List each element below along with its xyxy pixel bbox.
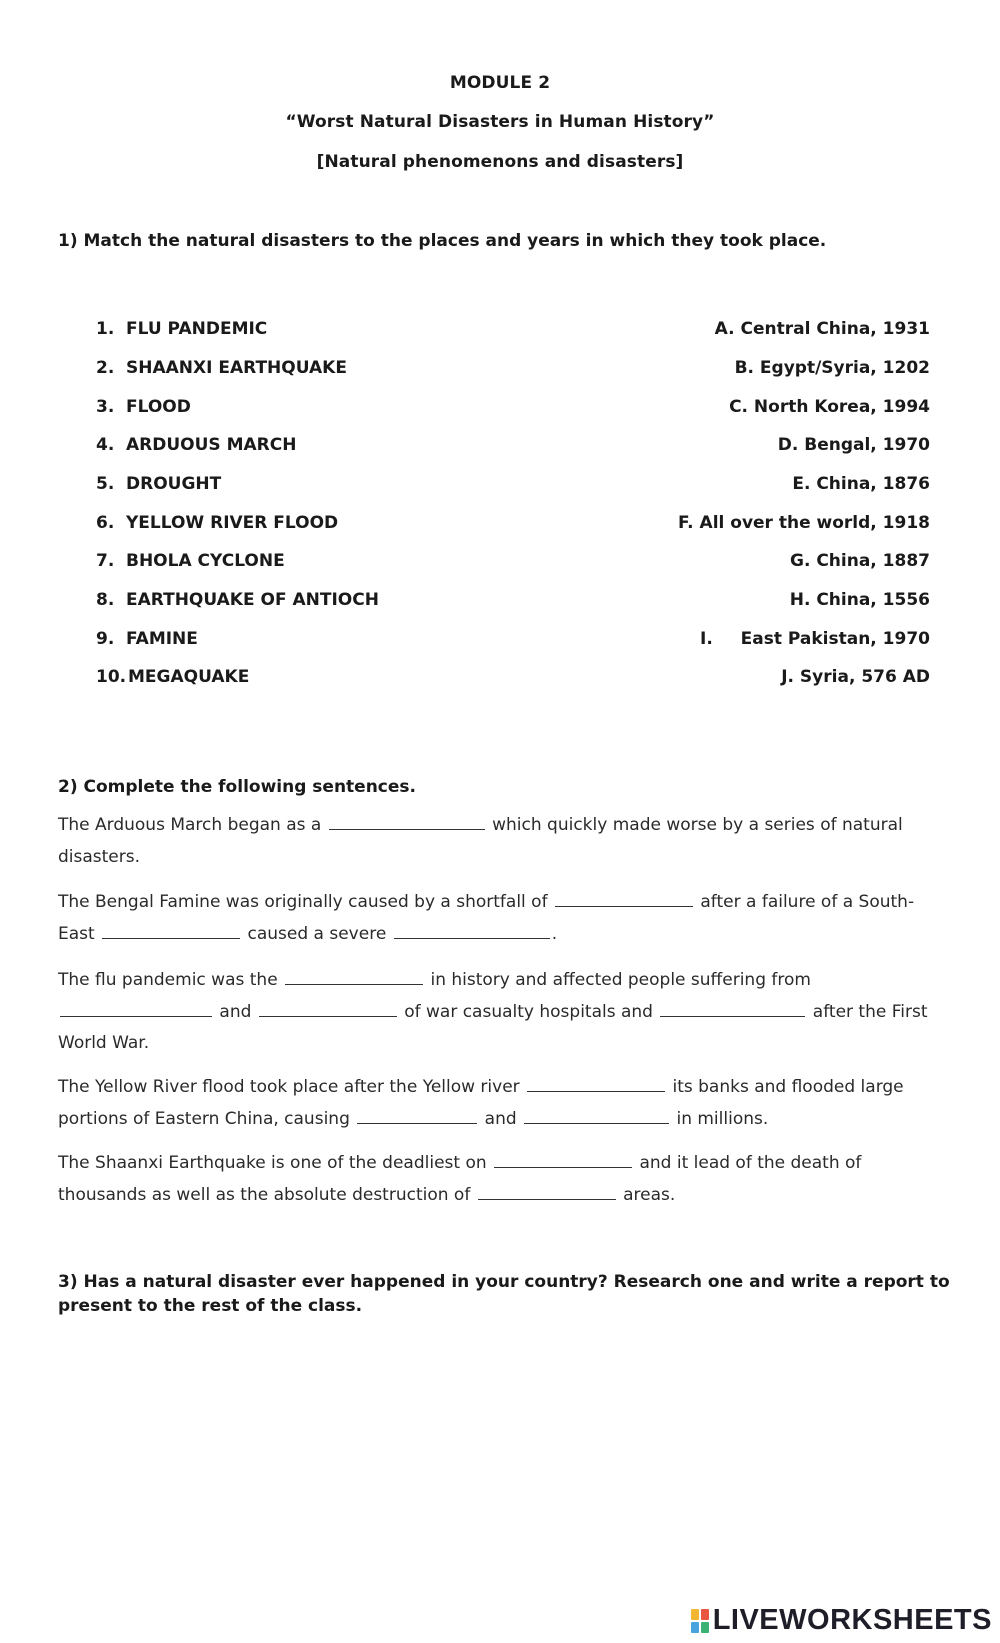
option-item: J. Syria, 576 AD	[781, 667, 930, 687]
liveworksheets-logo-text: LIVEWORKSHEETS	[712, 1604, 992, 1636]
sentence-4: The Yellow River flood took place after the Yellow river its banks and flooded large portions of Eastern China, causing and in millions.	[58, 1077, 904, 1129]
answer-blank[interactable]	[102, 922, 240, 939]
disaster-item: 7. BHOLA CYCLONE	[96, 551, 285, 571]
disaster-item: 4. ARDUOUS MARCH	[96, 435, 297, 455]
answer-blank[interactable]	[555, 890, 693, 907]
option-item: H. China, 1556	[789, 590, 930, 610]
answer-blank[interactable]	[527, 1075, 665, 1092]
option-text: East Pakistan, 1970	[740, 629, 930, 649]
option-letter: I.	[700, 629, 713, 649]
disaster-item: 8. EARTHQUAKE OF ANTIOCH	[96, 590, 379, 610]
answer-blank[interactable]	[60, 1000, 212, 1017]
sentence-2: The Bengal Famine was originally caused by a shortfall of after a failure of a South-East caused a severe .	[58, 892, 915, 944]
liveworksheets-logo	[691, 1604, 992, 1637]
sentence-3: The flu pandemic was the in history and affected people suffering from and of war casualty hospitals and after the First World War.	[58, 970, 928, 1053]
answer-blank[interactable]	[329, 813, 485, 830]
disaster-item: 6. YELLOW RIVER FLOOD	[96, 513, 339, 533]
answer-blank[interactable]	[357, 1107, 477, 1124]
answer-blank[interactable]	[394, 922, 550, 939]
question-3-heading: 3) Has a natural disaster ever happened in your country? Research one and write a report to present to the rest of the class.	[58, 1272, 950, 1316]
option-item: F. All over the world, 1918	[678, 513, 930, 533]
disaster-item: 3. FLOOD	[96, 397, 191, 417]
worksheet-subtitle: [Natural phenomenons and disasters]	[316, 152, 684, 172]
disaster-item: 2. SHAANXI EARTHQUAKE	[96, 358, 347, 378]
option-item: D. Bengal, 1970	[777, 435, 930, 455]
option-item: C. North Korea, 1994	[729, 397, 930, 417]
option-item: B. Egypt/Syria, 1202	[734, 358, 930, 378]
answer-blank[interactable]	[660, 1000, 805, 1017]
option-item: A. Central China, 1931	[714, 319, 930, 339]
answer-blank[interactable]	[524, 1107, 669, 1124]
disaster-item: 1. FLU PANDEMIC	[96, 319, 268, 339]
question-2-heading: 2) Complete the following sentences.	[58, 777, 416, 797]
answer-blank[interactable]	[478, 1183, 616, 1200]
answer-blank[interactable]	[259, 1000, 397, 1017]
sentence-1: The Arduous March began as a which quickly made worse by a series of natural disasters.	[58, 815, 903, 867]
question-1-heading: 1) Match the natural disasters to the places and years in which they took place.	[58, 231, 827, 251]
option-item: E. China, 1876	[792, 474, 930, 494]
disaster-item: 10. MEGAQUAKE	[96, 667, 250, 687]
liveworksheets-logo-icon	[691, 1609, 709, 1633]
module-label: MODULE 2	[449, 73, 551, 93]
disaster-item: 9. FAMINE	[96, 629, 198, 649]
worksheet-title: “Worst Natural Disasters in Human History”	[285, 112, 715, 132]
answer-blank[interactable]	[494, 1151, 632, 1168]
sentence-5: The Shaanxi Earthquake is one of the deadliest on and it lead of the death of thousands as well as the absolute destruction of areas.	[58, 1153, 862, 1205]
disaster-item: 5. DROUGHT	[96, 474, 222, 494]
option-item: G. China, 1887	[789, 551, 930, 571]
answer-blank[interactable]	[285, 968, 423, 985]
